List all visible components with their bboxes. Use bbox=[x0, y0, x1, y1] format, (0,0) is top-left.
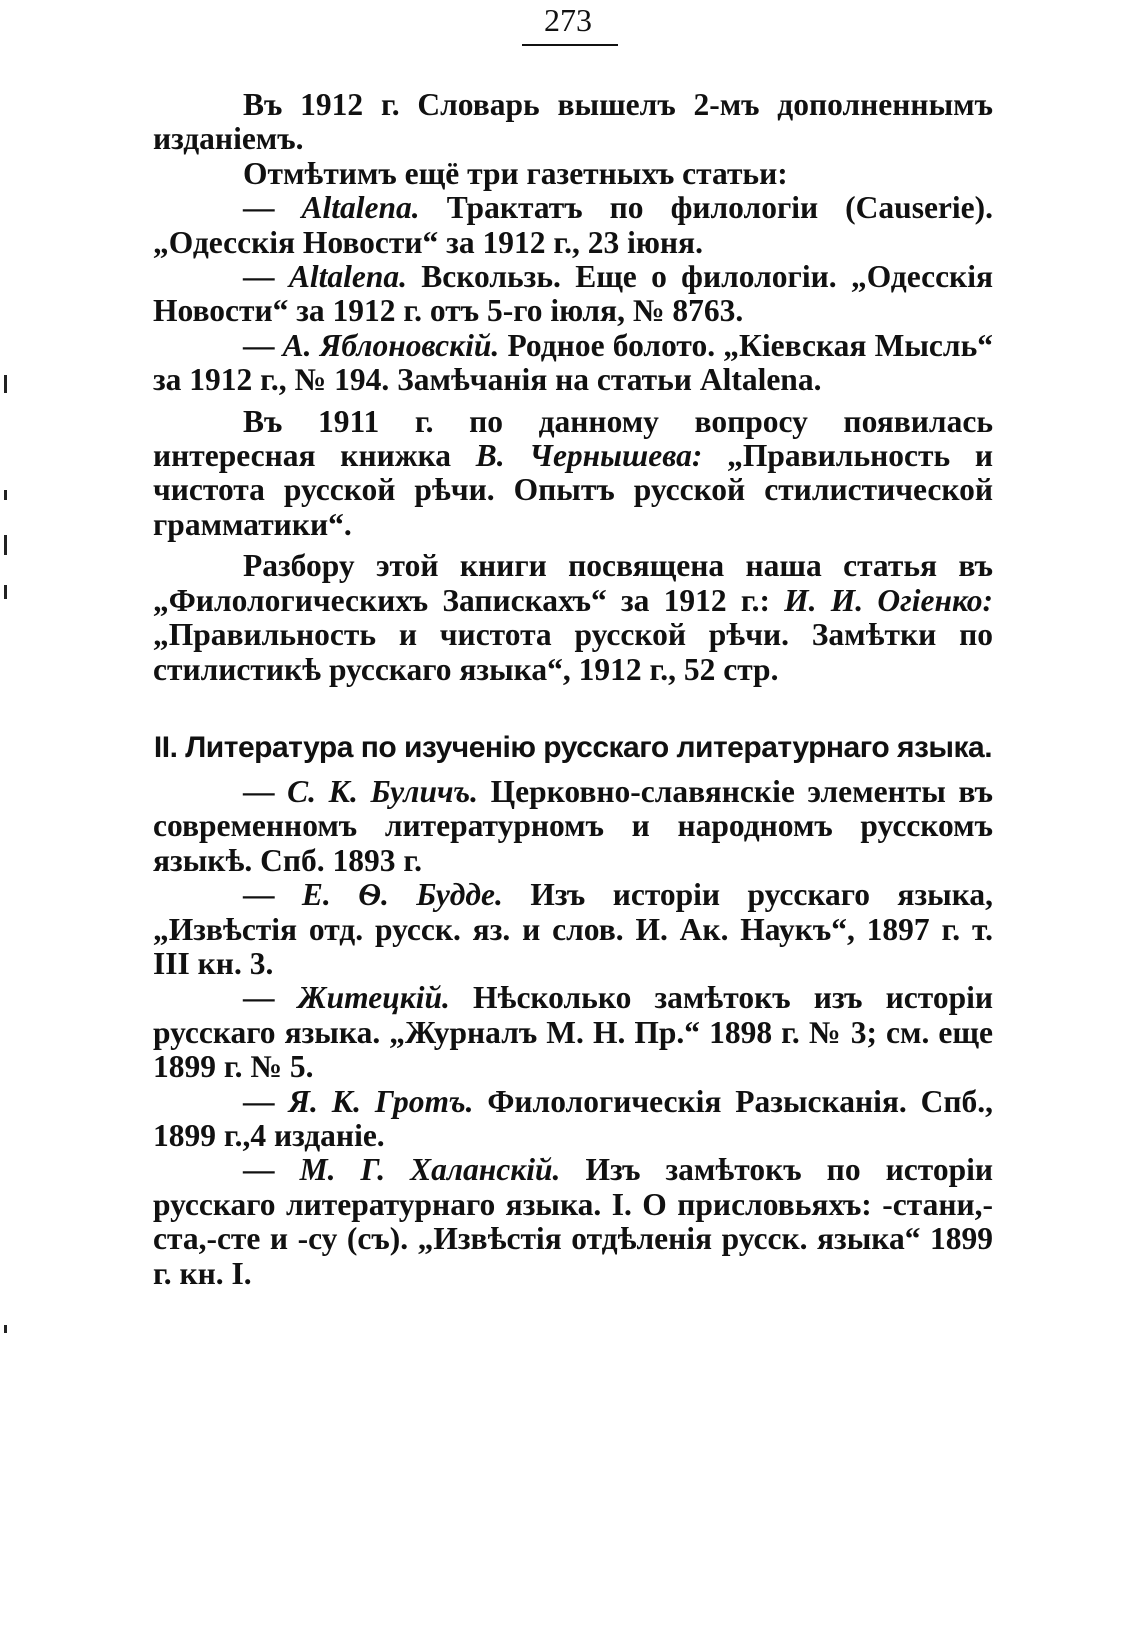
paragraph-dictionary-edition bbox=[153, 88, 993, 157]
entry-author: Altalena. bbox=[301, 190, 420, 226]
entry-author: В. Чернышева: bbox=[475, 438, 703, 474]
paragraph-newspaper-intro bbox=[153, 157, 993, 191]
dash: — bbox=[243, 1152, 275, 1188]
entry-text: Нѣсколько замѣтокъ изъ исторіи русскаго языка. „Журналъ М. Н. Пр.“ 1898 г. № 3; см. еще 1899 г. № 5. bbox=[153, 980, 993, 1085]
paragraph-text: Въ 1911 г. по данному вопросу появилась интересная книжка bbox=[153, 403, 993, 474]
dash: — bbox=[243, 1083, 275, 1119]
entry-text: Изъ исторіи русскаго языка, „Извѣстія отд. русск. яз. и слов. И. Ак. Наукъ“, 1897 г. т. III кн. 3. bbox=[153, 877, 994, 981]
entry-yablonovsky bbox=[153, 329, 993, 398]
entry-text: Трактатъ по филологіи (Causerie). „Одесскія Новости“ за 1912 г., 23 іюня. bbox=[153, 190, 994, 260]
paragraph-text: Отмѣтимъ ещё три газетныхъ статьи: bbox=[243, 155, 788, 191]
entry-khalansky bbox=[153, 1153, 993, 1291]
page-number: 273 bbox=[544, 2, 592, 38]
margin-mark bbox=[4, 535, 7, 555]
dash: — bbox=[243, 190, 275, 226]
entry-text: Родное болото. „Кіевская Мысль“ за 1912 г., № 194. Замѣчанія на статьи Altalena. bbox=[153, 327, 993, 398]
entry-author: И. И. Огіенко: bbox=[784, 582, 993, 618]
entry-author: Житецкій. bbox=[297, 980, 450, 1016]
dash: — bbox=[243, 259, 275, 295]
margin-mark bbox=[4, 1325, 7, 1333]
paragraph-text: „Правильность и чистота русской рѣчи. Опытъ русской стилистической грамматики“. bbox=[153, 438, 994, 542]
entry-author: М. Г. Халанскій. bbox=[299, 1152, 561, 1188]
paragraph-text: Разбору этой книги посвящена наша статья въ „Филологическихъ Запискахъ“ за 1912 г.: bbox=[153, 548, 993, 618]
page-body bbox=[153, 88, 993, 1291]
entry-bulich bbox=[153, 775, 993, 878]
entry-author: Altalena. bbox=[288, 259, 407, 295]
entry-author: А. Яблоновскій. bbox=[282, 327, 500, 363]
entry-altalena-vskolz bbox=[153, 260, 993, 329]
paragraph-text: Въ 1912 г. Словарь вышелъ 2-мъ дополненнымъ изданіемъ. bbox=[153, 87, 993, 157]
margin-mark bbox=[4, 490, 7, 500]
entry-text: Изъ замѣтокъ по исторіи русскаго литературнаго языка. I. О присловьяхъ: -стани,-ста,-сте и -су (съ). „Извѣстія отдѣленія русск. языка“ 1899 г. кн. I. bbox=[153, 1152, 994, 1291]
entry-grot bbox=[153, 1085, 993, 1154]
dash: — bbox=[243, 327, 275, 363]
entry-author: Я. К. Гротъ. bbox=[288, 1083, 474, 1119]
dash: — bbox=[243, 980, 275, 1016]
entry-altalena-treatise bbox=[153, 191, 993, 260]
entry-text: Филологическія Разысканія. Спб., 1899 г.,4 изданіе. bbox=[153, 1083, 993, 1153]
page-number-rule bbox=[522, 44, 618, 46]
margin-mark bbox=[4, 375, 7, 393]
paragraph-chernyshev bbox=[153, 405, 993, 543]
section-heading: II. Литература по изученію русскаго литературнаго языка. bbox=[153, 730, 993, 764]
entry-text: Церковно-славянскіе элементы въ современномъ литературномъ и народномъ русскомъ языкѣ. Спб. 1893 г. bbox=[153, 773, 994, 878]
paragraph-text: „Правильность и чистота русской рѣчи. Замѣтки по стилистикѣ русскаго языка“, 1912 г., 52 стр. bbox=[153, 617, 993, 687]
entry-budde bbox=[153, 878, 993, 981]
margin-mark bbox=[4, 585, 7, 599]
dash: — bbox=[243, 773, 275, 809]
entry-text: Вскользь. Еще о филологіи. „Одесскія Новости“ за 1912 г. отъ 5-го іюля, № 8763. bbox=[153, 259, 994, 329]
entry-author: Е. Ѳ. Будде. bbox=[301, 877, 503, 913]
entry-author: С. К. Буличъ. bbox=[287, 773, 478, 809]
entry-zhitetsky bbox=[153, 981, 993, 1084]
paragraph-review bbox=[153, 549, 993, 687]
dash: — bbox=[243, 877, 275, 913]
